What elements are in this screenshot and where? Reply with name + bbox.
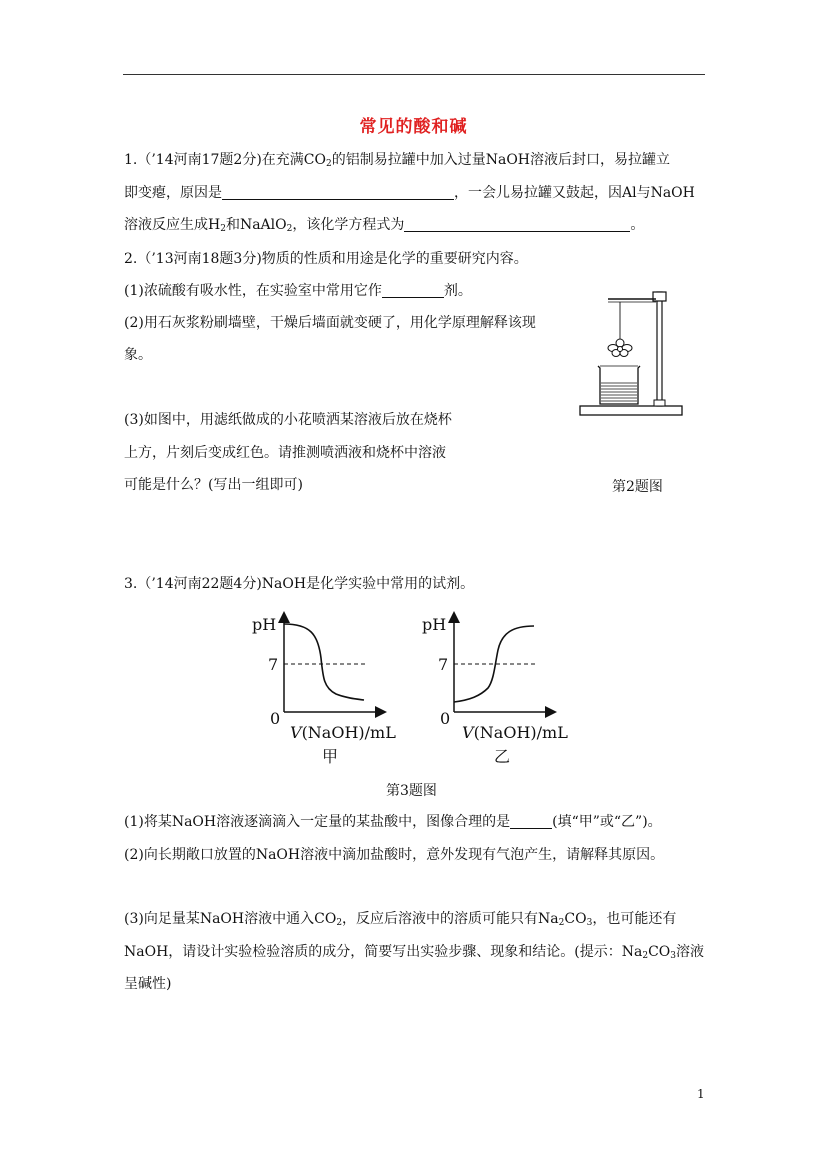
q3-answer-blank[interactable] [510,814,552,829]
beaker-solution [601,383,637,401]
q3-figure-caption: 第3题图 [386,783,437,799]
y-axis-label: pH [422,615,447,634]
q1-answer-blank-1[interactable] [222,185,454,200]
q3-part-3-line-2: NaOH，请设计实验检验溶质的成分，简要写出实验步骤、现象和结论。(提示：$Na_2CO_3$溶液 [124,944,705,961]
q3-part-2: (2)向长期敞口放置的NaOH溶液中滴加盐酸时，意外发现有气泡产生，请解释其原因。 [124,847,665,863]
y-axis-label: pH [252,615,277,634]
ph-graph-yi [418,608,588,768]
q2-part-3-line-1: (3)如图中，用滤纸做成的小花喷洒某溶液后放在烧杯 [124,412,452,428]
x-axis-label: V(NaOH)/mL [462,723,568,742]
page-number: 1 [697,1087,705,1101]
origin-label: 0 [440,709,451,728]
q3-part-3-line-1: (3)向足量某NaOH溶液中通入$CO_2$，反应后溶液中的溶质可能只有$Na_2CO_3$，也可能还有 [124,911,677,928]
origin-label: 0 [270,709,281,728]
graph-name: 甲 [322,747,339,766]
q1-answer-blank-2[interactable] [404,217,630,232]
ph-graph-jia [248,608,418,768]
q2-part-2-line-1: (2)用石灰浆粉刷墙壁，干燥后墙面就变硬了，用化学原理解释该现 [124,315,536,331]
ph-curve [454,626,534,702]
q2-part-3-line-3: 可能是什么？(写出一组即可) [124,477,303,493]
q1-line-3: 溶液反应生成$H_2$和NaAlO$_2$，该化学方程式为 。 [124,217,645,234]
q2-part-1: (1)浓硫酸有吸水性，在实验室中常用它作 剂。 [124,283,472,299]
stand-rod [657,292,662,406]
y-tick-7: 7 [438,655,449,674]
q1-line-1: 1.（’14河南17题2分)在充满$CO_2$的铝制易拉罐中加入过量NaOH溶液后封口，易拉罐立 [124,152,671,169]
header-rule [123,74,705,75]
x-axis-label: V(NaOH)/mL [290,723,396,742]
stand-base [580,406,682,415]
q3-part-1: (1)将某NaOH溶液逐滴滴入一定量的某盐酸中，图像合理的是 (填“甲”或“乙”)。 [124,814,662,830]
ph-curve [284,624,364,700]
q3-part-3-line-3: 呈碱性) [124,976,172,992]
q2-part-2-line-2: 象。 [124,347,152,363]
q2-apparatus-figure [576,288,688,420]
page-title: 常见的酸和碱 [359,117,468,137]
q2-figure-caption: 第2题图 [612,479,663,495]
q2-part-3-line-2: 上方，片刻后变成红色。请推测喷洒液和烧杯中溶液 [124,445,446,461]
q2-answer-blank[interactable] [382,283,444,298]
q3-intro: 3.（’14河南22题4分)NaOH是化学实验中常用的试剂。 [124,576,475,592]
q1-line-2: 即变瘪，原因是 ，一会儿易拉罐又鼓起，因Al与NaOH [124,185,695,201]
q2-intro: 2.（’13河南18题3分)物质的性质和用途是化学的重要研究内容。 [124,251,528,267]
y-tick-7: 7 [268,655,279,674]
paper-flower [608,339,632,357]
graph-name: 乙 [494,747,511,766]
